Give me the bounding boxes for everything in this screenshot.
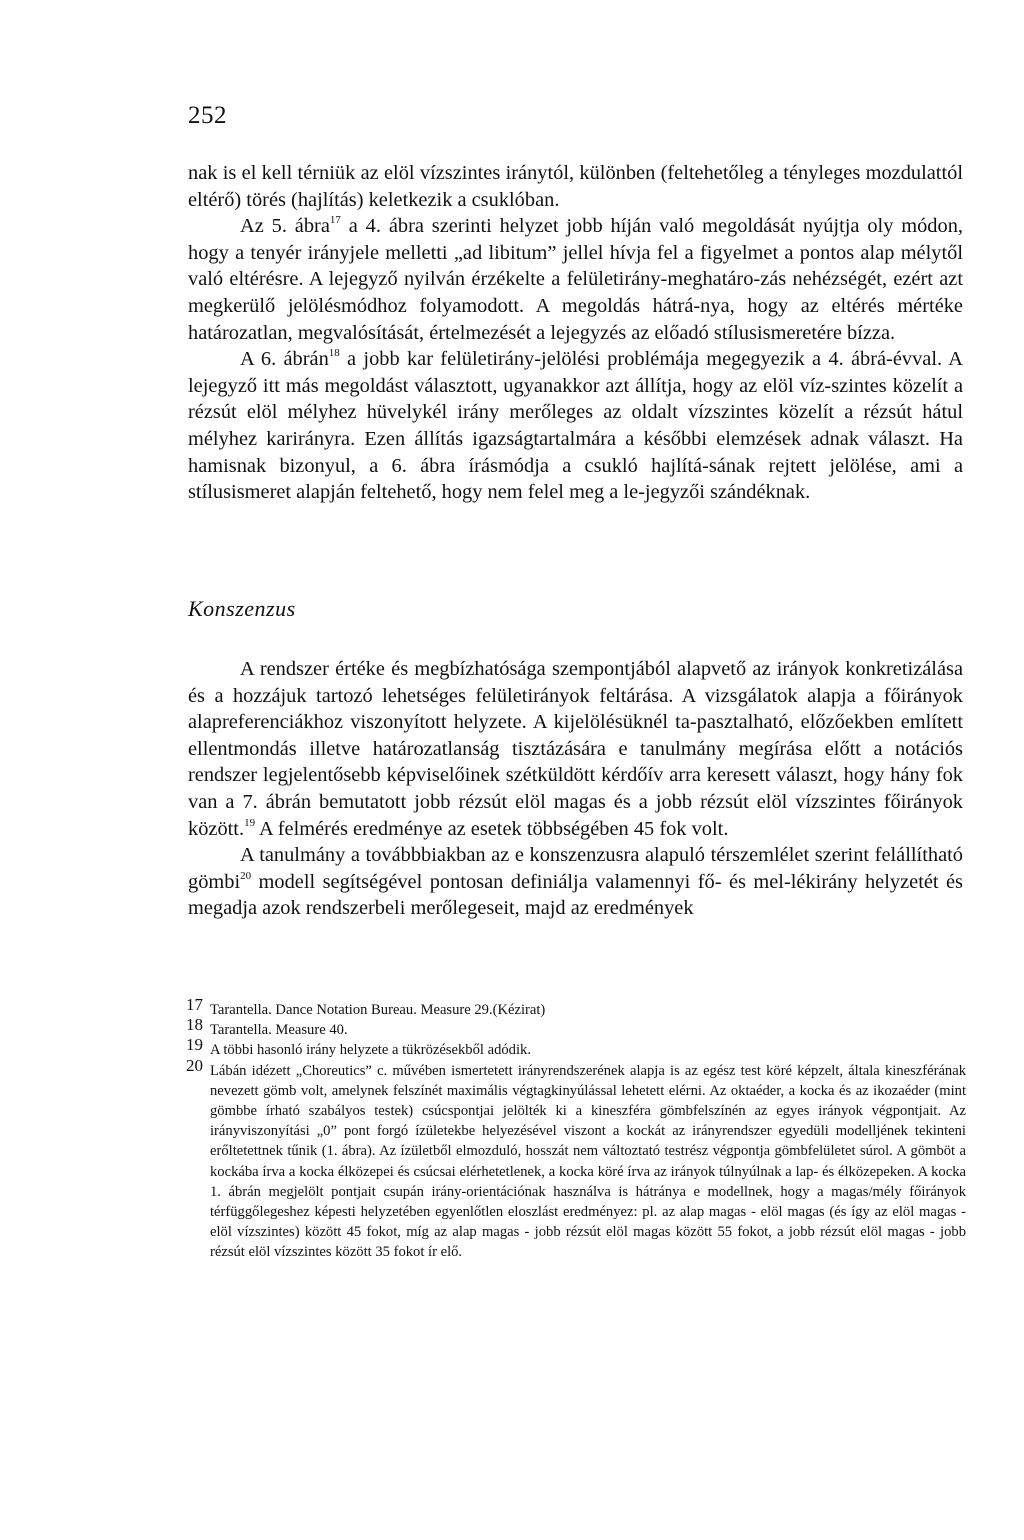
paragraph: nak is el kell térniük az elöl vízszintes iránytól, különben (feltehetőleg a tényleges mozdulattól eltérő) törés (hajlítás) keletkezik a csuklóban. xyxy=(188,162,963,211)
footnotes xyxy=(186,995,966,1263)
paragraph xyxy=(188,213,963,346)
footnote xyxy=(186,1035,966,1060)
footnote-number: 20 xyxy=(186,1055,203,1075)
footnote-number: 17 xyxy=(186,995,203,1014)
footnote-number: 18 xyxy=(186,1015,203,1035)
footnote-ref-18[interactable]: 18 xyxy=(328,347,340,360)
paragraph-text: A rendszer értéke és megbízhatósága szempontjából alapvető az irányok konkretizálása és a hozzájuk tartozó lehetséges felületirányok feltárása. A vizsgálatok alapja a főirányok alapreferenciákhoz viszonyított helyzete. A kijelölésüknél ta-pasztalható, előzőekben említett ellentmondás illetve határozatlanság tisztázására e tanulmány megírása előtt a notációs rendszer legjelentősebb képviselőinek szétküldött kérdőív arra keresett választ, hogy hány fok van a 7. ábrán bemutatott jobb rézsút elöl magas és a jobb rézsút elöl vízszintes főirányok között. xyxy=(188,658,963,840)
footnote-text: Lábán idézett „Choreutics” c. művében ismertetett irányrendszerének alapja is az egész test köré képzelt, általa kineszférának nevezett gömb volt, amelynek felszínét maximális végtagkinyúlással lehetett elérni. Az oktaéder, a kocka és az ikozaéder (mint gömbbe írható szabályos testek) csúcspontjai jelölték ki a kineszféra gömbfelszínén az egyes irányok végpontjait. Az irányviszonyítási „0” pont forgó ízületekbe helyezésével viszont a kockát az irányrendszer egyedüli modelljének tekinteni erőltetettnek tűnik (1. ábra). Az ízületből elmozduló, hosszát nem változtató testrész végpontja gömbfelületet súrol. A gömböt a kockába írva a kocka élközepei és csúcsai elérhetetlenek, a kocka köré írva az irányok túlnyúlnak a lap- és élközepeken. A kocka 1. ábrán megjelölt pontjait csupán irány-orientációnak használva is hátránya e modellnek, hogy a magas/mély főirányok térfüggőlegeshez képesti helyzetében egyenlőtlen eloszlást eredményez: pl. az alap magas - elöl magas (és így az elöl magas - elöl vízszintes) között 45 fokot, míg az alap magas - jobb rézsút elöl magas között 55 fokot, a jobb rézsút elöl magas - jobb rézsút elöl vízszintes között 35 fokot ír elő. xyxy=(210,1062,966,1261)
footnote xyxy=(186,1015,966,1040)
paragraph-text: A 6. ábrán xyxy=(240,348,329,371)
paragraph-text: Az 5. ábra xyxy=(240,215,330,238)
footnote-ref-20[interactable]: 20 xyxy=(240,869,252,882)
footnote xyxy=(186,1055,966,1263)
paragraph-text: a 4. ábra szerinti helyzet jobb híján való megoldását nyújtja oly módon, hogy a tenyér irányjele melletti „ad libitum” jellel hívja fel a figyelmet a pontos alap mélytől való eltérésre. A lejegyző nyilván érzékelte a felületirány-meghatáro-zás nehézségét, ezért azt megkerülő jelölésmódhoz folyamodott. A megoldás hátrá-nya, hogy az eltérés mértéke határozatlan, megvalósítását, értelmezését a lejegyzés az előadó stílusismeretére bízza. xyxy=(188,215,963,344)
footnote-text: Tarantella. Dance Notation Bureau. Measure 29.(Kézirat) xyxy=(210,1002,546,1018)
footnote-ref-19[interactable]: 19 xyxy=(244,816,256,829)
paragraph xyxy=(188,842,963,922)
footnote-text: A többi hasonló irány helyzete a tükrözésekből adódik. xyxy=(210,1042,531,1059)
paragraph xyxy=(188,346,963,506)
paragraph-text: modell segítségével pontosan definiálja valamennyi fő- és mel-lékirány helyzetét és megadja azok rendszerbeli merőlegeseit, majd az eredmények xyxy=(188,870,963,920)
footnote-text: Tarantella. Measure 40. xyxy=(210,1022,348,1039)
body-text-section xyxy=(188,656,963,922)
section-heading: Konszenzus xyxy=(188,596,296,621)
footnote-number: 19 xyxy=(186,1035,203,1055)
paragraph-text: A felmérés eredménye az esetek többségében 45 fok volt. xyxy=(255,817,729,840)
footnote-ref-17[interactable]: 17 xyxy=(329,214,341,227)
body-text-top xyxy=(188,160,963,506)
paragraph xyxy=(188,656,963,842)
page-number: 252 xyxy=(188,102,227,129)
paragraph-text: A tanulmány a továbbbiakban az e konszenzusra alapuló térszemlélet szerint felállítható gömbi xyxy=(188,844,963,893)
footnote xyxy=(186,995,966,1020)
paragraph-text: a jobb kar felületirány-jelölési problémája megegyezik a 4. ábrá-évval. A lejegyző itt más megoldást választott, ugyanakkor azt állítja, hogy az elöl víz-szintes közelít a rézsút elöl mélyhez hüvelykél irány merőleges az oldalt vízszintes közelít a rézsút hátul mélyhez karirányra. Ezen állítás igazságtartalmára a későbbi elemzések adnak választ. Ha hamisnak bizonyul, a 6. ábra írásmódja a csukló hajlítá-sának rejtett jelölése, ami a stílusismeret alapján feltehető, hogy nem felel meg a le-jegyzői szándéknak. xyxy=(188,348,963,504)
